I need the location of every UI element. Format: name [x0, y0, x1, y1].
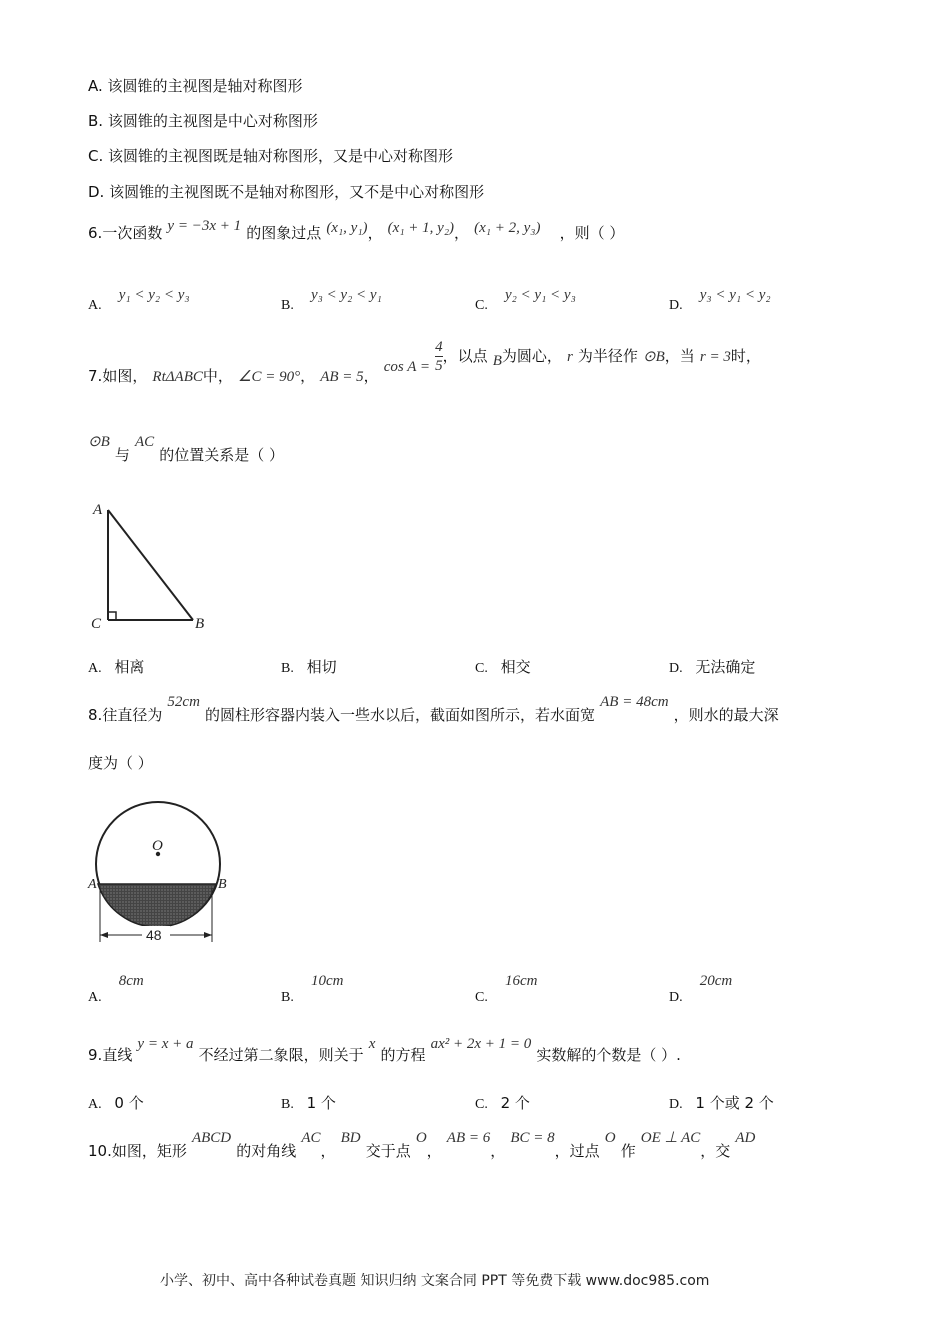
stem-text: 一次函数 — [102, 224, 163, 242]
option-letter: A. — [88, 298, 102, 313]
stem-text: 如图， — [102, 367, 148, 385]
q9-option-d — [669, 1092, 774, 1113]
option-text: 该圆锥的主视图是中心对称图形 — [107, 112, 318, 130]
question-number: 8. — [88, 706, 103, 724]
q5-option-c — [88, 146, 453, 166]
q6-option-a — [88, 284, 190, 313]
stem-text: ， — [454, 224, 470, 242]
q8-option-c — [475, 970, 538, 1005]
option-math: y₂ < y₁ < y₃ — [504, 287, 576, 303]
question-number: 7. — [88, 367, 103, 385]
option-letter: A. — [88, 990, 102, 1005]
math-expression: (x₁, y₁) — [326, 220, 368, 236]
option-text: 2 个 — [500, 1094, 530, 1112]
option-math: 20cm — [699, 973, 733, 989]
math-expression: AB = 48cm — [600, 694, 669, 710]
stem-text: 为圆心， — [501, 347, 562, 365]
math-expression: ⊙B — [643, 349, 665, 365]
dimension-arrow-left — [100, 932, 108, 938]
stem-text: ，当 — [664, 347, 695, 365]
option-text: 该圆锥的主视图既是轴对称图形，又是中心对称图形 — [108, 147, 454, 165]
q9-option-a — [88, 1092, 144, 1113]
stem-text: 的对角线 — [236, 1142, 297, 1160]
stem-text: ， — [426, 1142, 442, 1160]
math-expression: x — [368, 1036, 376, 1052]
fraction — [435, 338, 443, 375]
math-expression: 52cm — [167, 694, 200, 710]
option-letter: B. — [281, 1097, 294, 1112]
math-expression: AC — [301, 1130, 321, 1146]
option-letter: C. — [88, 147, 104, 165]
math-expression: AB = 5 — [320, 369, 364, 385]
q6-option-d — [669, 284, 771, 313]
option-letter: A. — [88, 77, 103, 95]
q6-option-c — [475, 284, 576, 313]
question-number: 6. — [88, 224, 103, 242]
right-angle-mark — [108, 612, 116, 620]
option-math: y₃ < y₁ < y₂ — [699, 287, 771, 303]
option-math: y₁ < y₂ < y₃ — [118, 287, 190, 303]
math-expression: (x₁ + 2, y₃) — [474, 220, 541, 236]
q8-stem — [88, 690, 779, 724]
option-letter: B. — [281, 661, 294, 676]
q8-circle-figure — [86, 796, 236, 946]
page-footer: 小学、初中、高中各种试卷真题 知识归纳 文案合同 PPT 等免费下载 www.doc985.com — [160, 1273, 710, 1289]
q8-option-b — [281, 970, 344, 1005]
option-letter: D. — [88, 183, 105, 201]
option-math: y₃ < y₂ < y₁ — [310, 287, 382, 303]
question-number: 9. — [88, 1046, 103, 1064]
q5-option-a — [88, 76, 303, 96]
dimension-arrow-right — [204, 932, 212, 938]
stem-text: 中， — [202, 367, 233, 385]
option-letter: C. — [475, 661, 488, 676]
option-text: 该圆锥的主视图既不是轴对称图形，又不是中心对称图形 — [109, 183, 485, 201]
stem-text: 的圆柱形容器内装入一些水以后，截面如图所示，若水面宽 — [205, 706, 596, 724]
stem-text: 不经过第二象限，则关于 — [198, 1046, 364, 1064]
dimension-label: 48 — [146, 927, 162, 943]
stem-text: ， — [367, 224, 383, 242]
math-expression: OE ⊥ AC — [640, 1130, 701, 1146]
math-expression: y = x + a — [137, 1036, 194, 1052]
q5-option-b — [88, 111, 318, 131]
q7-option-d — [669, 656, 755, 677]
option-letter: D. — [669, 661, 683, 676]
q8-option-a — [88, 970, 144, 1005]
vertex-label-c: C — [91, 616, 102, 632]
option-math: 10cm — [310, 973, 344, 989]
option-math: 8cm — [118, 973, 144, 989]
math-expression: r = 3 — [699, 349, 731, 365]
stem-text: 往直径为 — [102, 706, 163, 724]
stem-text: ， — [320, 1142, 336, 1160]
math-expression: O — [415, 1130, 427, 1146]
option-text: 0 个 — [114, 1094, 144, 1112]
math-expression: ax² + 2x + 1 = 0 — [430, 1036, 532, 1052]
option-text: 该圆锥的主视图是轴对称图形 — [107, 77, 303, 95]
math-expression: B — [492, 353, 502, 369]
option-letter: A. — [88, 661, 102, 676]
point-label-b: B — [218, 877, 227, 892]
math-expression: ∠C = 90° — [238, 369, 301, 385]
option-letter: D. — [669, 1097, 683, 1112]
option-letter: A. — [88, 1097, 102, 1112]
stem-text: 作 — [620, 1142, 636, 1160]
q6-stem — [88, 218, 625, 252]
stem-text: ，以点 — [442, 347, 488, 365]
q8-stem-line2: 度为（ ） — [88, 754, 153, 772]
cos-expression: cos A = — [383, 359, 430, 375]
stem-text: 为半径作 — [577, 347, 638, 365]
stem-text: 实数解的个数是（ ）. — [536, 1046, 681, 1064]
q10-stem — [88, 1126, 755, 1160]
stem-text: ，交 — [700, 1142, 731, 1160]
q7-stem — [88, 338, 761, 388]
point-label-a: A — [88, 877, 97, 892]
vertex-label-a: A — [93, 502, 103, 518]
math-expression: O — [604, 1130, 616, 1146]
option-letter: B. — [281, 298, 294, 313]
option-text: 相切 — [306, 658, 337, 676]
math-expression: ⊙B — [88, 434, 110, 450]
option-letter: C. — [475, 1097, 488, 1112]
stem-text: 的图象过点 — [246, 224, 322, 242]
option-letter: B. — [88, 112, 104, 130]
option-text: 1 个 — [306, 1094, 336, 1112]
option-math: 16cm — [504, 973, 538, 989]
stem-text: ， — [300, 367, 316, 385]
stem-text: ， — [363, 367, 379, 385]
q9-stem — [88, 1032, 681, 1066]
option-letter: C. — [475, 990, 488, 1005]
q5-option-d — [88, 182, 484, 202]
math-expression: (x₁ + 1, y₂) — [387, 220, 455, 236]
q7-option-b — [281, 656, 337, 677]
stem-text: ， — [490, 1142, 506, 1160]
stem-text: ，过点 — [554, 1142, 600, 1160]
stem-text: 的位置关系是（ ） — [159, 446, 284, 464]
math-expression: y = −3x + 1 — [167, 218, 242, 234]
fraction-denominator: 5 — [435, 358, 443, 374]
stem-text: 的方程 — [380, 1046, 426, 1064]
math-expression: ABCD — [191, 1130, 232, 1146]
stem-text: ，则水的最大深 — [673, 706, 779, 724]
option-letter: B. — [281, 990, 294, 1005]
math-expression: RtΔABC — [152, 369, 203, 385]
option-text: 无法确定 — [695, 658, 756, 676]
math-expression: AC — [134, 434, 155, 450]
option-letter: D. — [669, 298, 683, 313]
math-expression: BD — [340, 1130, 361, 1146]
math-expression: AB = 6 — [446, 1130, 491, 1146]
q9-option-b — [281, 1092, 336, 1113]
stem-text: 与 — [114, 446, 130, 464]
q7-option-a — [88, 656, 144, 677]
stem-text: 交于点 — [365, 1142, 411, 1160]
fraction-numerator: 4 — [435, 339, 443, 355]
option-text: 相交 — [500, 658, 531, 676]
q9-option-c — [475, 1092, 530, 1113]
stem-text: 时， — [730, 347, 761, 365]
vertex-label-b: B — [195, 616, 205, 632]
question-number: 10. — [88, 1142, 112, 1160]
q7-triangle-figure — [88, 498, 218, 638]
stem-text: 直线 — [102, 1046, 133, 1064]
center-label-o: O — [152, 838, 163, 854]
q8-option-d — [669, 970, 733, 1005]
stem-text: 如图，矩形 — [111, 1142, 187, 1160]
option-text: 1 个或 2 个 — [695, 1094, 774, 1112]
stem-text: ，则（ ） — [559, 224, 625, 242]
option-letter: C. — [475, 298, 488, 313]
q7-option-c — [475, 656, 531, 677]
math-expression: BC = 8 — [510, 1130, 555, 1146]
math-expression: AD — [735, 1130, 756, 1146]
q7-stem-line2 — [88, 436, 284, 470]
option-text: 相离 — [114, 658, 145, 676]
water-segment — [98, 884, 216, 927]
math-expression: r — [566, 349, 573, 365]
side-ab — [108, 510, 193, 620]
q6-option-b — [281, 284, 382, 313]
option-letter: D. — [669, 990, 683, 1005]
